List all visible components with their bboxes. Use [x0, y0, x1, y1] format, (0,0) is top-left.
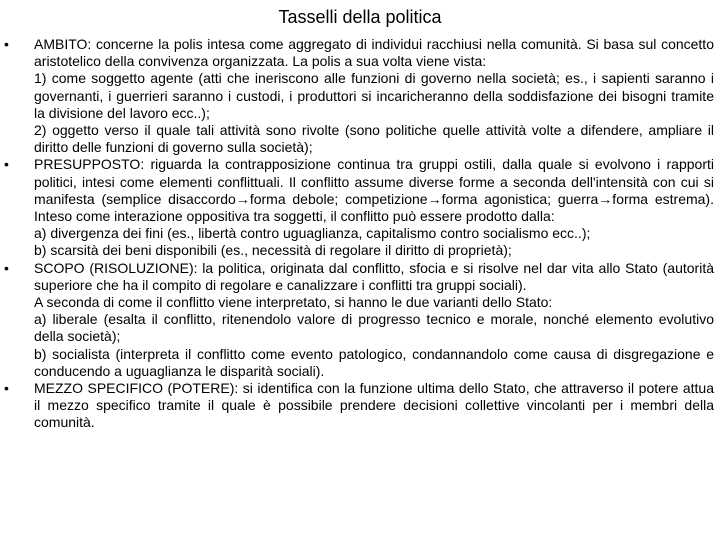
- bullet-icon: •: [4, 36, 9, 52]
- bullet-icon: •: [4, 380, 9, 397]
- paragraph: b) scarsità dei beni disponibili (es., necessità di regolare il diritto di proprietà);: [34, 242, 512, 259]
- paragraph: A seconda di come il conflitto viene interpretato, si hanno le due varianti dello Stato:: [34, 294, 553, 311]
- paragraph: b) socialista (interpreta il conflitto come evento patologico, condannandolo come causa di disgregazione e conducendo a uguaglianza le disparità sociali).: [34, 345, 714, 379]
- bullet-item-ambito: [4, 36, 714, 156]
- bullet-icon: •: [4, 259, 9, 276]
- slide-title: Tasselli della politica: [278, 7, 442, 27]
- paragraph: a) divergenza dei fini (es., libertà contro uguaglianza, capitalismo contro socialismo ecc..);: [34, 225, 591, 242]
- paragraph: a) liberale (esalta il conflitto, ritenendolo valore di progresso tecnico e morale, nonché elemento evolutivo della società);: [34, 311, 714, 345]
- bullet-item-presupposto: [4, 156, 714, 259]
- bullet-icon: •: [4, 156, 9, 173]
- bullet-item-mezzo-specifico: [4, 380, 714, 432]
- paragraph: 1) come soggetto agente (atti che ineriscono alle funzioni di governo nella società; es., i sapienti saranno i governanti, i guerrieri saranno i custodi, i produttori si incaricheranno della soddisfazione dei bisogni tramite la divisione del lavoro ecc..);: [34, 70, 714, 121]
- paragraph: AMBITO: concerne la polis intesa come aggregato di individui racchiusi nella comunità. Si basa sul concetto aristotelico della convivenza organizzata. La polis a sua volta viene vista:: [34, 36, 714, 70]
- paragraph: SCOPO (RISOLUZIONE): la politica, originata dal conflitto, sfocia e si risolve nel dar vita allo Stato (autorità superiore che ha il compito di regolare e canalizzare i conflitti tra gruppi sociali).: [34, 259, 714, 293]
- paragraph: MEZZO SPECIFICO (POTERE): si identifica con la funzione ultima dello Stato, che attraverso il potere attua il mezzo specifico tramite il quale è possibile prendere decisioni collettive vincolanti per i membri della comunità.: [34, 380, 714, 431]
- bullet-item-scopo: [4, 260, 714, 380]
- paragraph: PRESUPPOSTO: riguarda la contrapposizione continua tra gruppi ostili, dalla quale si evolvono i rapporti politici, intesi come elementi conflittuali. Il conflitto assume diverse forme a seconda dell'intensità con cui si manifesta (semplice disaccordo→forma debole; competizione→forma agonistica; guerra→forma estrema). Inteso come interazione oppositiva tra soggetti, il conflitto può essere prodotto dalla:: [34, 156, 714, 225]
- bullet-list: [4, 36, 714, 432]
- paragraph: 2) oggetto verso il quale tali attività sono rivolte (sono politiche quelle attività volte a difendere, ampliare il diritto delle funzioni di governo sulla società);: [34, 122, 714, 156]
